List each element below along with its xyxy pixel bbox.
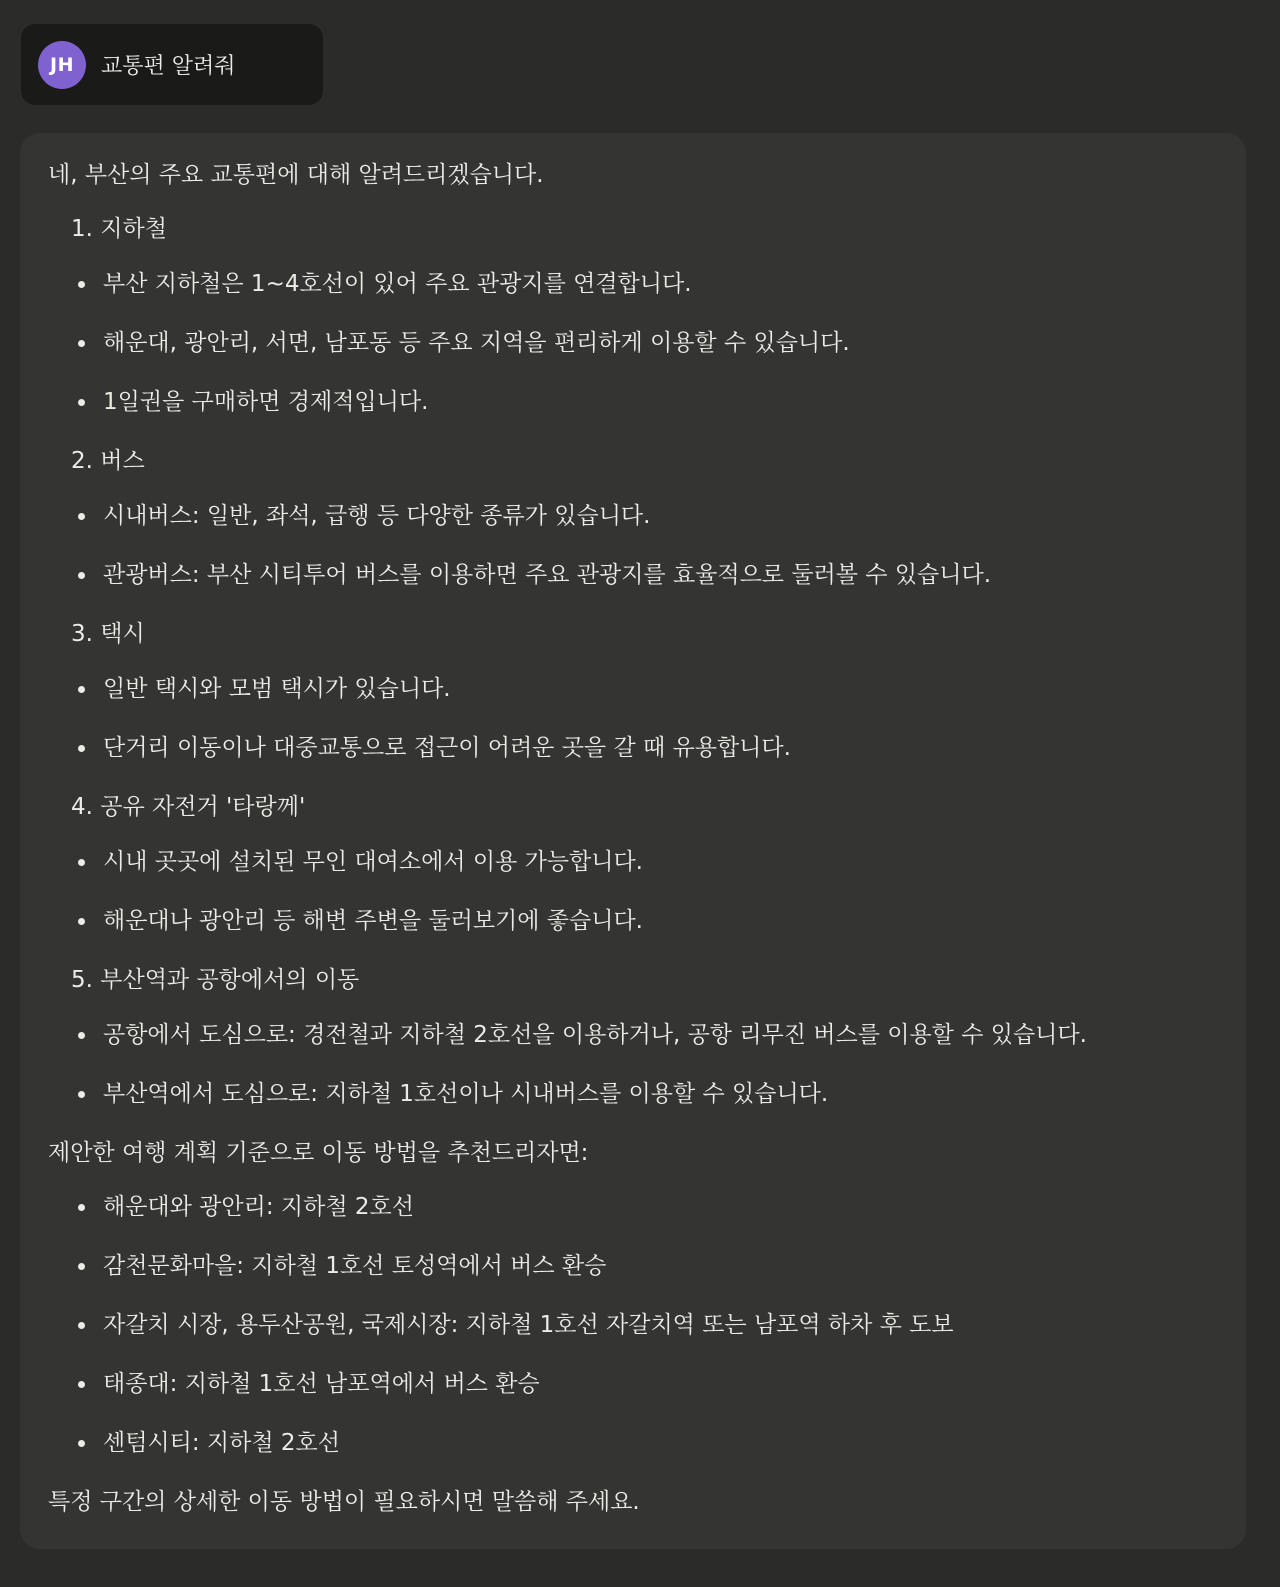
user-avatar[interactable]: JH: [38, 41, 86, 89]
list-item: [48, 1368, 1246, 1400]
recommend-intro: 제안한 여행 계획 기준으로 이동 방법을 추천드리자면:: [48, 1140, 589, 1166]
bullet-dot: [78, 1204, 85, 1211]
list-item-text: 1일권을 구매하면 경제적입니다.: [103, 389, 429, 415]
list-item: [48, 1019, 1246, 1051]
list-item: [48, 386, 1246, 418]
list-item: [48, 268, 1246, 300]
bullet-dot: [78, 513, 85, 520]
bullet-dot: [78, 918, 85, 925]
bullet-dot: [78, 1032, 85, 1039]
list-item-text: 단거리 이동이나 대중교통으로 접근이 어려운 곳을 갈 때 유용합니다.: [103, 735, 791, 761]
list-item: [48, 1250, 1246, 1282]
list-item: [48, 905, 1246, 937]
list-item-text: 해운대나 광안리 등 해변 주변을 둘러보기에 좋습니다.: [103, 908, 643, 934]
section-title-station-airport: 5. 부산역과 공항에서의 이동: [71, 967, 360, 993]
list-item-text: 부산 지하철은 1~4호선이 있어 주요 관광지를 연결합니다.: [103, 271, 692, 297]
section-title-bike: 4. 공유 자전거 '타랑께': [71, 794, 306, 820]
assistant-intro: 네, 부산의 주요 교통편에 대해 알려드리겠습니다.: [48, 162, 544, 188]
list-item-text: 시내 곳곳에 설치된 무인 대여소에서 이용 가능합니다.: [103, 849, 643, 875]
list-item: [48, 1078, 1246, 1110]
bullet-dot: [78, 745, 85, 752]
bullet-dot: [78, 859, 85, 866]
bullet-dot: [78, 572, 85, 579]
list-item-text: 해운대, 광안리, 서면, 남포동 등 주요 지역을 편리하게 이용할 수 있습니다.: [103, 330, 850, 356]
section-title-bus: 2. 버스: [71, 448, 145, 474]
list-item-text: 센텀시티: 지하철 2호선: [103, 1430, 340, 1456]
bullet-dot: [78, 1440, 85, 1447]
list-item: [48, 846, 1246, 878]
list-item: [48, 559, 1246, 591]
list-item: [48, 673, 1246, 705]
assistant-outro: 특정 구간의 상세한 이동 방법이 필요하시면 말씀해 주세요.: [48, 1489, 640, 1515]
list-item-text: 감천문화마을: 지하철 1호선 토성역에서 버스 환승: [103, 1253, 607, 1279]
list-item-text: 시내버스: 일반, 좌석, 급행 등 다양한 종류가 있습니다.: [103, 503, 651, 529]
assistant-message: [20, 133, 1246, 1549]
list-item: [48, 1191, 1246, 1223]
user-message-bubble: [21, 24, 323, 105]
bullet-dot: [78, 1322, 85, 1329]
list-item: [48, 1427, 1246, 1459]
bullet-dot: [78, 1381, 85, 1388]
list-item-text: 부산역에서 도심으로: 지하철 1호선이나 시내버스를 이용할 수 있습니다.: [103, 1081, 829, 1107]
bullet-dot: [78, 1091, 85, 1098]
list-item-text: 해운대와 광안리: 지하철 2호선: [103, 1194, 414, 1220]
list-item-text: 일반 택시와 모범 택시가 있습니다.: [103, 676, 451, 702]
list-item-text: 공항에서 도심으로: 경전철과 지하철 2호선을 이용하거나, 공항 리무진 버스를 이용할 수 있습니다.: [103, 1022, 1087, 1048]
list-item: [48, 327, 1246, 359]
bullet-dot: [78, 281, 85, 288]
bullet-dot: [78, 340, 85, 347]
section-title-taxi: 3. 택시: [71, 621, 145, 647]
list-item: [48, 500, 1246, 532]
bullet-dot: [78, 1263, 85, 1270]
list-item-text: 관광버스: 부산 시티투어 버스를 이용하면 주요 관광지를 효율적으로 둘러볼 수 있습니다.: [103, 562, 992, 588]
bullet-dot: [78, 399, 85, 406]
list-item-text: 태종대: 지하철 1호선 남포역에서 버스 환승: [103, 1371, 540, 1397]
section-title-subway: 1. 지하철: [71, 216, 167, 242]
list-item: [48, 1309, 1246, 1341]
bullet-dot: [78, 686, 85, 693]
user-message-text: 교통편 알려줘: [101, 54, 236, 79]
list-item: [48, 732, 1246, 764]
list-item-text: 자갈치 시장, 용두산공원, 국제시장: 지하철 1호선 자갈치역 또는 남포역 하차 후 도보: [103, 1312, 954, 1338]
